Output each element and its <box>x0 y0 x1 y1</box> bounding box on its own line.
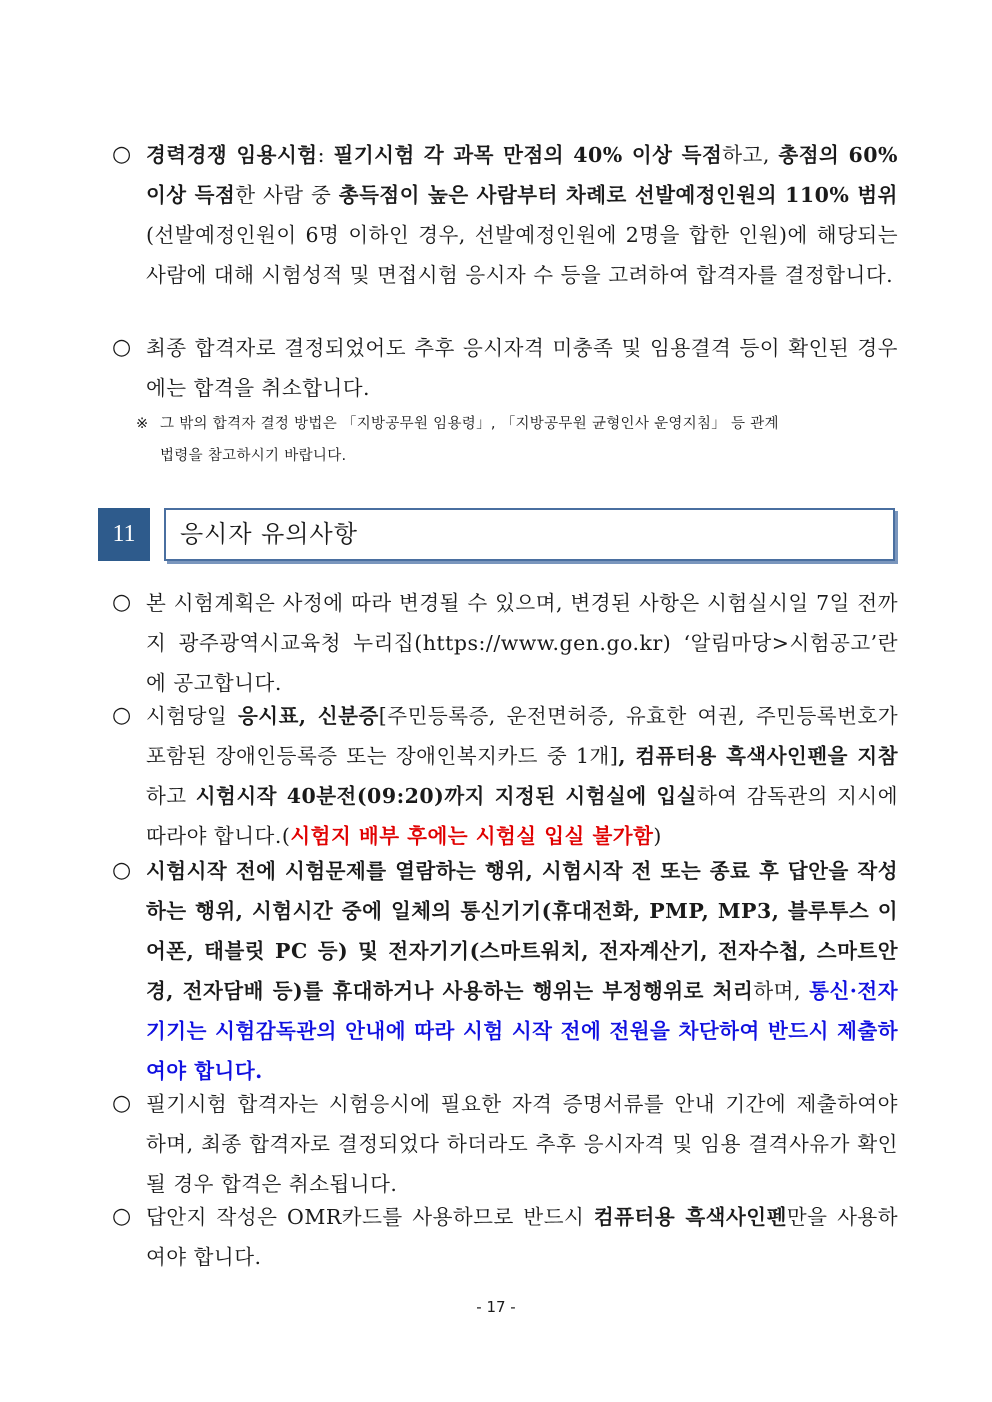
item-text <box>146 696 898 856</box>
exam-rule-item-1 <box>112 135 898 295</box>
circle-bullet-icon: ○ <box>112 1091 132 1116</box>
note-line-1: 그 밖의 합격자 결정 방법은 「지방공무원 임용령」, 「지방공무원 균형인사 운영지침」 등 관계 <box>160 416 779 432</box>
circle-bullet-icon: ○ <box>112 590 132 615</box>
text-segment: (선발예정인원이 6명 이하인 경우, 선발예정인원에 2명을 합한 인원)에 해당되는 사람에 대해 시험성적 및 면접시험 응시자 수 등을 고려하여 합격자를 결정합니다. <box>146 223 898 287</box>
circle-bullet-icon: ○ <box>112 142 132 167</box>
notice-item-2 <box>112 696 898 856</box>
text-segment: : <box>317 143 334 167</box>
item-text <box>146 328 898 408</box>
text-segment: ) <box>653 824 662 848</box>
text-segment: 필기시험 각 과목 만점의 40% 이상 득점 <box>333 143 723 167</box>
notice-item-5 <box>112 1197 898 1277</box>
text-segment: 본 시험계획은 사정에 따라 변경될 수 있으며, 변경된 사항은 시험실시일 7일 전까지 광주광역시교육청 누리집(https://www.gen.go.kr) ‘알림마당>시험공고’란에 공고합니다. <box>146 591 898 695</box>
text-segment: 통신·전자기기는 시험감독관의 안내에 따라 시험 시작 전에 전원을 차단하여 반드시 제출하여야 합니다. <box>146 979 899 1083</box>
item-text <box>146 583 898 703</box>
section-title-box <box>164 508 895 561</box>
note-line-2: 법령을 참고하시기 바랍니다. <box>160 448 347 464</box>
item-text <box>146 135 898 295</box>
text-segment: 만을 사용하여야 합니다. <box>146 1205 898 1269</box>
circle-bullet-icon: ○ <box>112 335 132 360</box>
text-segment: 시험시작 전에 시험문제를 열람하는 행위, 시험시작 전 또는 종료 후 답안을 작성하는 행위, 시험시간 중에 일체의 통신기기(휴대전화, PMP, MP3, 블루투스 이어폰, 태블릿 PC 등) 및 전자기기(스마트워치, 전자계산기, 전자수첩, 스마트안경, 전자담배 등)를 휴대하거나 사용하는 행위는 부정행위로 처리 <box>146 859 898 1003</box>
text-segment: 시험시작 40분전(09:20)까지 지정된 시험실에 입실 <box>195 784 697 808</box>
text-segment: 시험지 배부 후에는 시험실 입실 불가함 <box>290 824 654 848</box>
text-segment: 총점의 60% 이상 득점 <box>146 143 898 207</box>
text-segment: 응시표, 신분증 <box>237 704 379 728</box>
item-text <box>146 1197 898 1277</box>
text-segment: 하며, <box>753 979 810 1003</box>
text-segment: 한 사람 중 <box>235 183 339 207</box>
circle-bullet-icon: ○ <box>112 1204 132 1229</box>
text-segment: 최종 합격자로 결정되었어도 추후 응시자격 미충족 및 임용결격 등이 확인된 경우에는 합격을 취소합니다. <box>146 336 898 400</box>
text-segment: 답안지 작성은 OMR카드를 사용하므로 반드시 <box>146 1205 594 1229</box>
section-title: 응시자 유의사항 <box>180 520 358 548</box>
text-segment: 필기시험 합격자는 시험응시에 필요한 자격 증명서류를 안내 기간에 제출하여야 하며, 최종 합격자로 결정되었다 하더라도 추후 응시자격 및 임용 결격사유가 확인될 경우 합격은 취소됩니다. <box>146 1092 898 1196</box>
text-segment: , 컴퓨터용 흑색사인펜을 지참 <box>618 744 898 768</box>
exam-rule-item-2 <box>112 328 898 408</box>
note-mark: ※ <box>136 416 149 432</box>
circle-bullet-icon: ○ <box>112 858 132 883</box>
text-segment: 하고, <box>722 143 779 167</box>
text-segment: 총득점이 높은 사람부터 차례로 선발예정인원의 110% 범위 <box>338 183 898 207</box>
text-segment: 시험당일 <box>146 704 238 728</box>
item-text <box>146 1084 898 1204</box>
text-segment: 컴퓨터용 흑색사인펜 <box>593 1205 787 1229</box>
notice-item-4 <box>112 1084 898 1204</box>
text-segment: 하여 감독관의 지시에 따라야 합니다.( <box>146 784 899 848</box>
page-number: - 17 - <box>476 1298 516 1316</box>
item-text <box>146 851 898 1091</box>
section-header <box>98 508 895 561</box>
reference-note <box>136 408 898 472</box>
text-segment: 경력경쟁 임용시험 <box>146 143 318 167</box>
circle-bullet-icon: ○ <box>112 703 132 728</box>
text-segment: 하고 <box>146 784 196 808</box>
notice-item-1 <box>112 583 898 703</box>
notice-item-3 <box>112 851 898 1091</box>
text-segment: [주민등록증, 운전면허증, 유효한 여권, 주민등록번호가 포함된 장애인등록증 또는 장애인복지카드 중 1개] <box>146 704 899 768</box>
section-number: 11 <box>98 508 150 561</box>
